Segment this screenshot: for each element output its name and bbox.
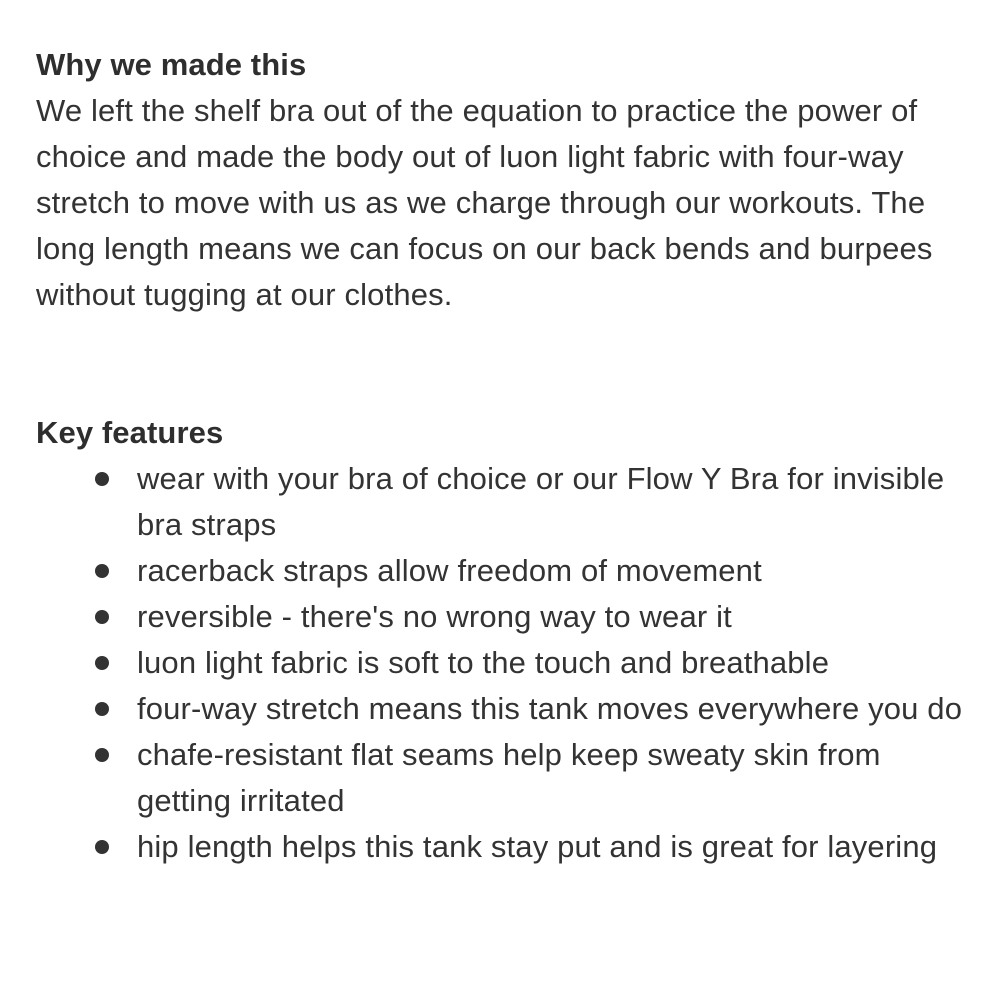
features-list bbox=[36, 456, 964, 870]
bullet-dot-icon bbox=[95, 748, 109, 762]
section-heading-features: Key features bbox=[36, 415, 224, 450]
list-item bbox=[36, 640, 964, 686]
bullet-dot-icon bbox=[95, 702, 109, 716]
feature-text: racerback straps allow freedom of movement bbox=[137, 553, 762, 588]
feature-text: chafe-resistant flat seams help keep sweaty skin from getting irritated bbox=[137, 737, 881, 818]
why-we-made-this-section bbox=[36, 42, 964, 318]
bullet-dot-icon bbox=[95, 610, 109, 624]
list-item bbox=[36, 824, 964, 870]
list-item bbox=[36, 732, 964, 824]
why-description: We left the shelf bra out of the equation to practice the power of choice and made the body out of luon light fabric with four-way stretch to move with us as we charge through our workouts. The long length means we can focus on our back bends and burpees without tugging at our clothes. bbox=[36, 93, 933, 312]
bullet-dot-icon bbox=[95, 564, 109, 578]
section-heading-why: Why we made this bbox=[36, 47, 307, 82]
feature-text: reversible - there's no wrong way to wear it bbox=[137, 599, 732, 634]
feature-text: hip length helps this tank stay put and is great for layering bbox=[137, 829, 938, 864]
feature-text: four-way stretch means this tank moves everywhere you do bbox=[137, 691, 963, 726]
bullet-dot-icon bbox=[95, 472, 109, 486]
list-item bbox=[36, 594, 964, 640]
feature-text: luon light fabric is soft to the touch and breathable bbox=[137, 645, 830, 680]
list-item bbox=[36, 686, 964, 732]
list-item bbox=[36, 548, 964, 594]
key-features-section bbox=[36, 410, 964, 870]
feature-text: wear with your bra of choice or our Flow Y Bra for invisible bra straps bbox=[137, 461, 945, 542]
list-item bbox=[36, 456, 964, 548]
bullet-dot-icon bbox=[95, 656, 109, 670]
bullet-dot-icon bbox=[95, 840, 109, 854]
